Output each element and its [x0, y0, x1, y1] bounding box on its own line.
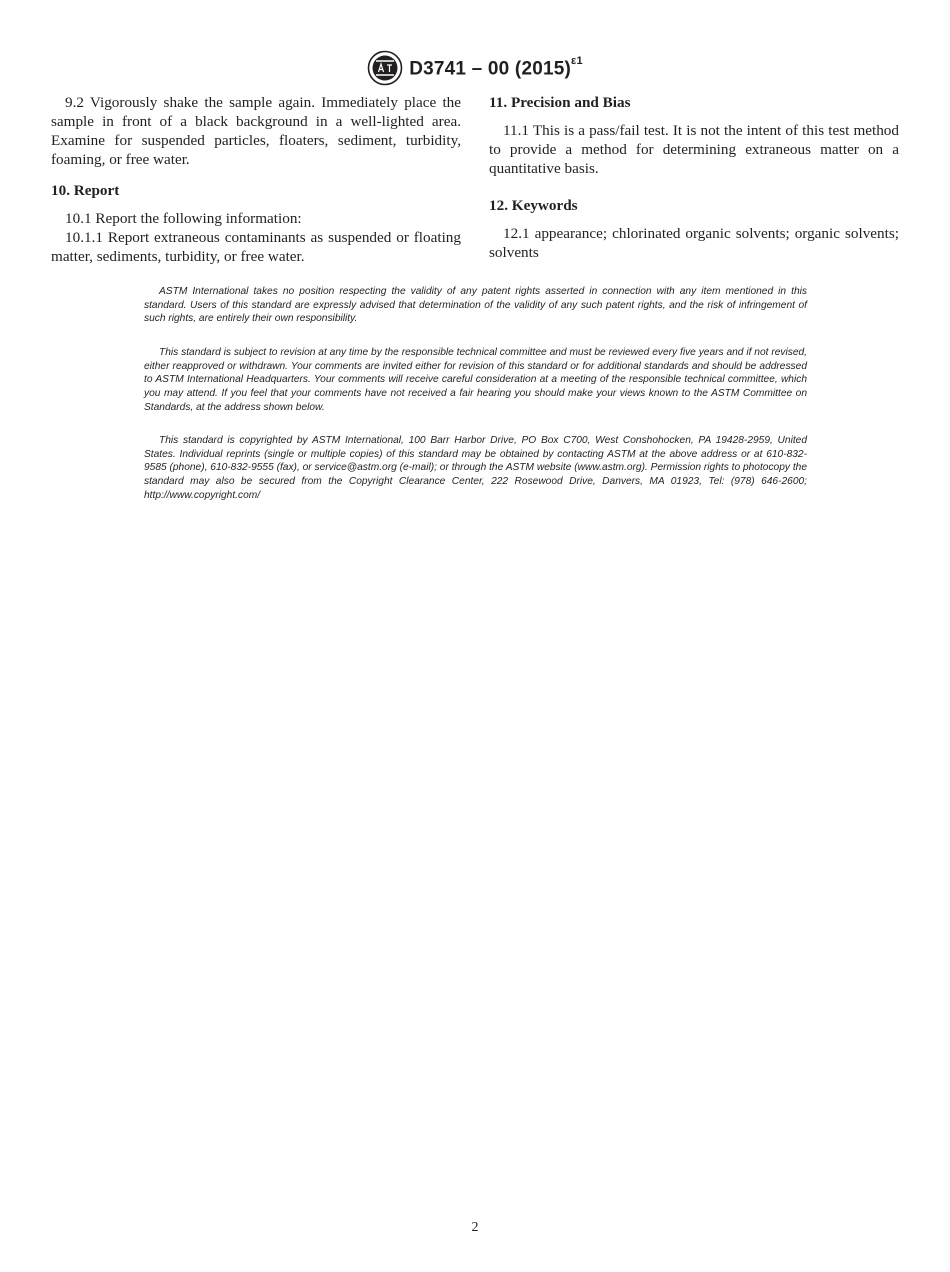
- paragraph-10-1: 10.1 Report the following information:: [65, 210, 302, 227]
- paragraph-9-2: 9.2 Vigorously shake the sample again. Immediately place the sample in front of a black background in a well-lighted area. Examine for suspended particles, floaters, sediment, turbidity, foaming, or free water.: [51, 94, 461, 168]
- designation-text: D3741 – 00 (2015): [409, 58, 572, 80]
- paragraph-11-1: 11.1 This is a pass/fail test. It is not the intent of this test method to provide a method for determining extraneous matter on a quantitative basis.: [489, 122, 899, 177]
- section-11-heading: 11. Precision and Bias: [489, 94, 631, 111]
- revision-notice: This standard is subject to revision at any time by the responsible technical committee and must be reviewed every five years and if not revised, either reapproved or withdrawn. Your comments are invited either for revision of this standard or for additional standards and should be addressed to ASTM International Headquarters. Your comments will receive careful consideration at a meeting of the responsible technical committee, which you may attend. If you feel that your comments have not received a fair hearing you should make your views known to the ASTM Committee on Standards, at the address shown below.: [144, 347, 807, 413]
- patent-notice: ASTM International takes no position respecting the validity of any patent rights asserted in connection with any item mentioned in this standard. Users of this standard are expressly advised that determination of the validity of any such patent rights, and the risk of infringement of such rights, are entirely their own responsibility.: [144, 286, 807, 325]
- standard-designation: [409, 54, 583, 80]
- paragraph-10-1-1: 10.1.1 Report extraneous contaminants as suspended or floating matter, sediments, turbidity, or free water.: [51, 229, 461, 265]
- page-number: 2: [471, 1220, 479, 1235]
- section-10-heading: 10. Report: [51, 182, 120, 199]
- page-header: [0, 50, 950, 86]
- right-column: [489, 93, 899, 262]
- epsilon-superscript: ε1: [571, 54, 583, 67]
- left-column: [51, 93, 461, 266]
- paragraph-12-1: 12.1 appearance; chlorinated organic solvents; organic solvents; solvents: [489, 225, 899, 261]
- copyright-notice: This standard is copyrighted by ASTM International, 100 Barr Harbor Drive, PO Box C700, West Conshohocken, PA 19428-2959, United States. Individual reprints (single or multiple copies) of this standard may be obtained by contacting ASTM at the above address or at 610-832-9585 (phone), 610-832-9555 (fax), or service@astm.org (e-mail); or through the ASTM website (www.astm.org). Permission rights to photocopy the standard may also be secured from the Copyright Clearance Center, 222 Rosewood Drive, Danvers, MA 01923, Tel: (978) 646-2600; http://www.copyright.com/: [144, 435, 807, 501]
- astm-logo-icon: [367, 50, 403, 86]
- section-12-heading: 12. Keywords: [489, 197, 578, 214]
